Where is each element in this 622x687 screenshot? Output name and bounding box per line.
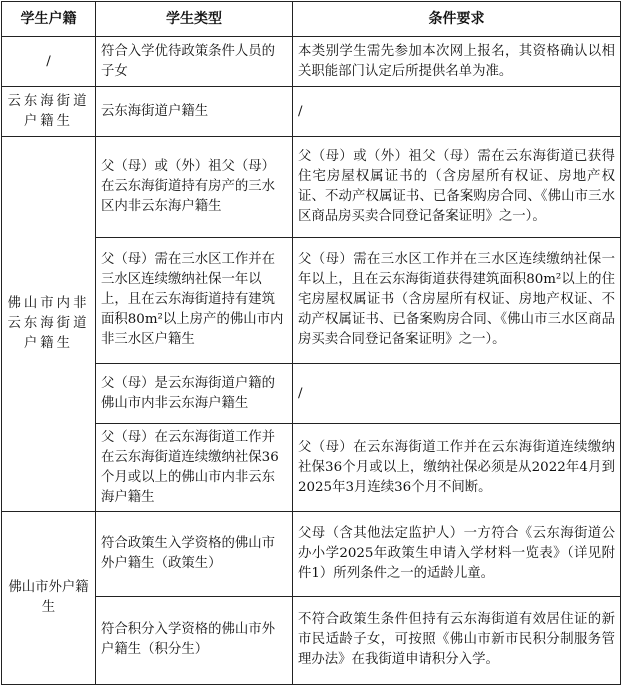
header-household: 学生户籍 xyxy=(2,2,96,37)
table-row xyxy=(2,137,621,237)
student-type-cell: 符合积分入学资格的佛山市外户籍生（积分生） xyxy=(96,596,293,684)
table-row xyxy=(2,512,621,596)
requirements-cell: 父母（含其他法定监护人）一方符合《云东海街道公办小学2025年政策生申请入学材料一览表》（详见附件1）所列条件之一的适龄儿童。 xyxy=(293,512,621,596)
household-cell: 佛山市外户籍生 xyxy=(2,512,96,685)
household-cell: / xyxy=(2,37,96,87)
header-row xyxy=(2,2,621,37)
student-type-cell: 云东海街道户籍生 xyxy=(96,87,293,137)
requirements-cell: 本类别学生需先参加本次网上报名，其资格确认以相关职能部门认定后所提供名单为准。 xyxy=(293,37,621,87)
table-row xyxy=(2,87,621,137)
enrollment-conditions-table xyxy=(1,1,621,685)
student-type-cell: 父（母）需在三水区工作并在三水区连续缴纳社保一年以上，且在云东海街道持有建筑面积80m²以上房产的佛山市内非三水区户籍生 xyxy=(96,237,293,363)
header-requirements: 条件要求 xyxy=(293,2,621,37)
requirements-cell: / xyxy=(293,87,621,137)
student-type-cell: 父（母）或（外）祖父（母）在云东海街道持有房产的三水区内非云东海户籍生 xyxy=(96,137,293,237)
table-row xyxy=(2,37,621,87)
household-cell: 云东海街道户籍生 xyxy=(2,87,96,137)
requirements-cell: / xyxy=(293,364,621,424)
household-cell: 佛山市内非云东海街道户籍生 xyxy=(2,137,96,512)
student-type-cell: 父（母）是云东海街道户籍的佛山市内非云东海户籍生 xyxy=(96,364,293,424)
requirements-cell: 不符合政策生条件但持有云东海街道有效居住证的新市民适龄子女，可按照《佛山市新市民积分制服务管理办法》在我街道申请积分入学。 xyxy=(293,596,621,684)
student-type-cell: 符合入学优待政策条件人员的子女 xyxy=(96,37,293,87)
header-student-type: 学生类型 xyxy=(96,2,293,37)
requirements-cell: 父（母）或（外）祖父（母）需在云东海街道已获得住宅房屋权属证书的（含房屋所有权证、房地产权证、不动产权属证书、已备案购房合同、《佛山市三水区商品房买卖合同登记备案证明》之一）。 xyxy=(293,137,621,237)
requirements-cell: 父（母）在云东海街道工作并在云东海街道连续缴纳社保36个月或以上，缴纳社保必须是从2022年4月到2025年3月连续36个月不间断。 xyxy=(293,424,621,512)
student-type-cell: 父（母）在云东海街道工作并在云东海街道连续缴纳社保36个月或以上的佛山市内非云东海户籍生 xyxy=(96,424,293,512)
requirements-cell: 父（母）需在三水区工作并在三水区连续缴纳社保一年以上，且在云东海街道获得建筑面积80m²以上的住宅房屋权属证书（含房屋所有权证、房地产权证、不动产权属证书、已备案购房合同、《佛山市三水区商品房买卖合同登记备案证明》之一）。 xyxy=(293,237,621,363)
student-type-cell: 符合政策生入学资格的佛山市外户籍生（政策生） xyxy=(96,512,293,596)
